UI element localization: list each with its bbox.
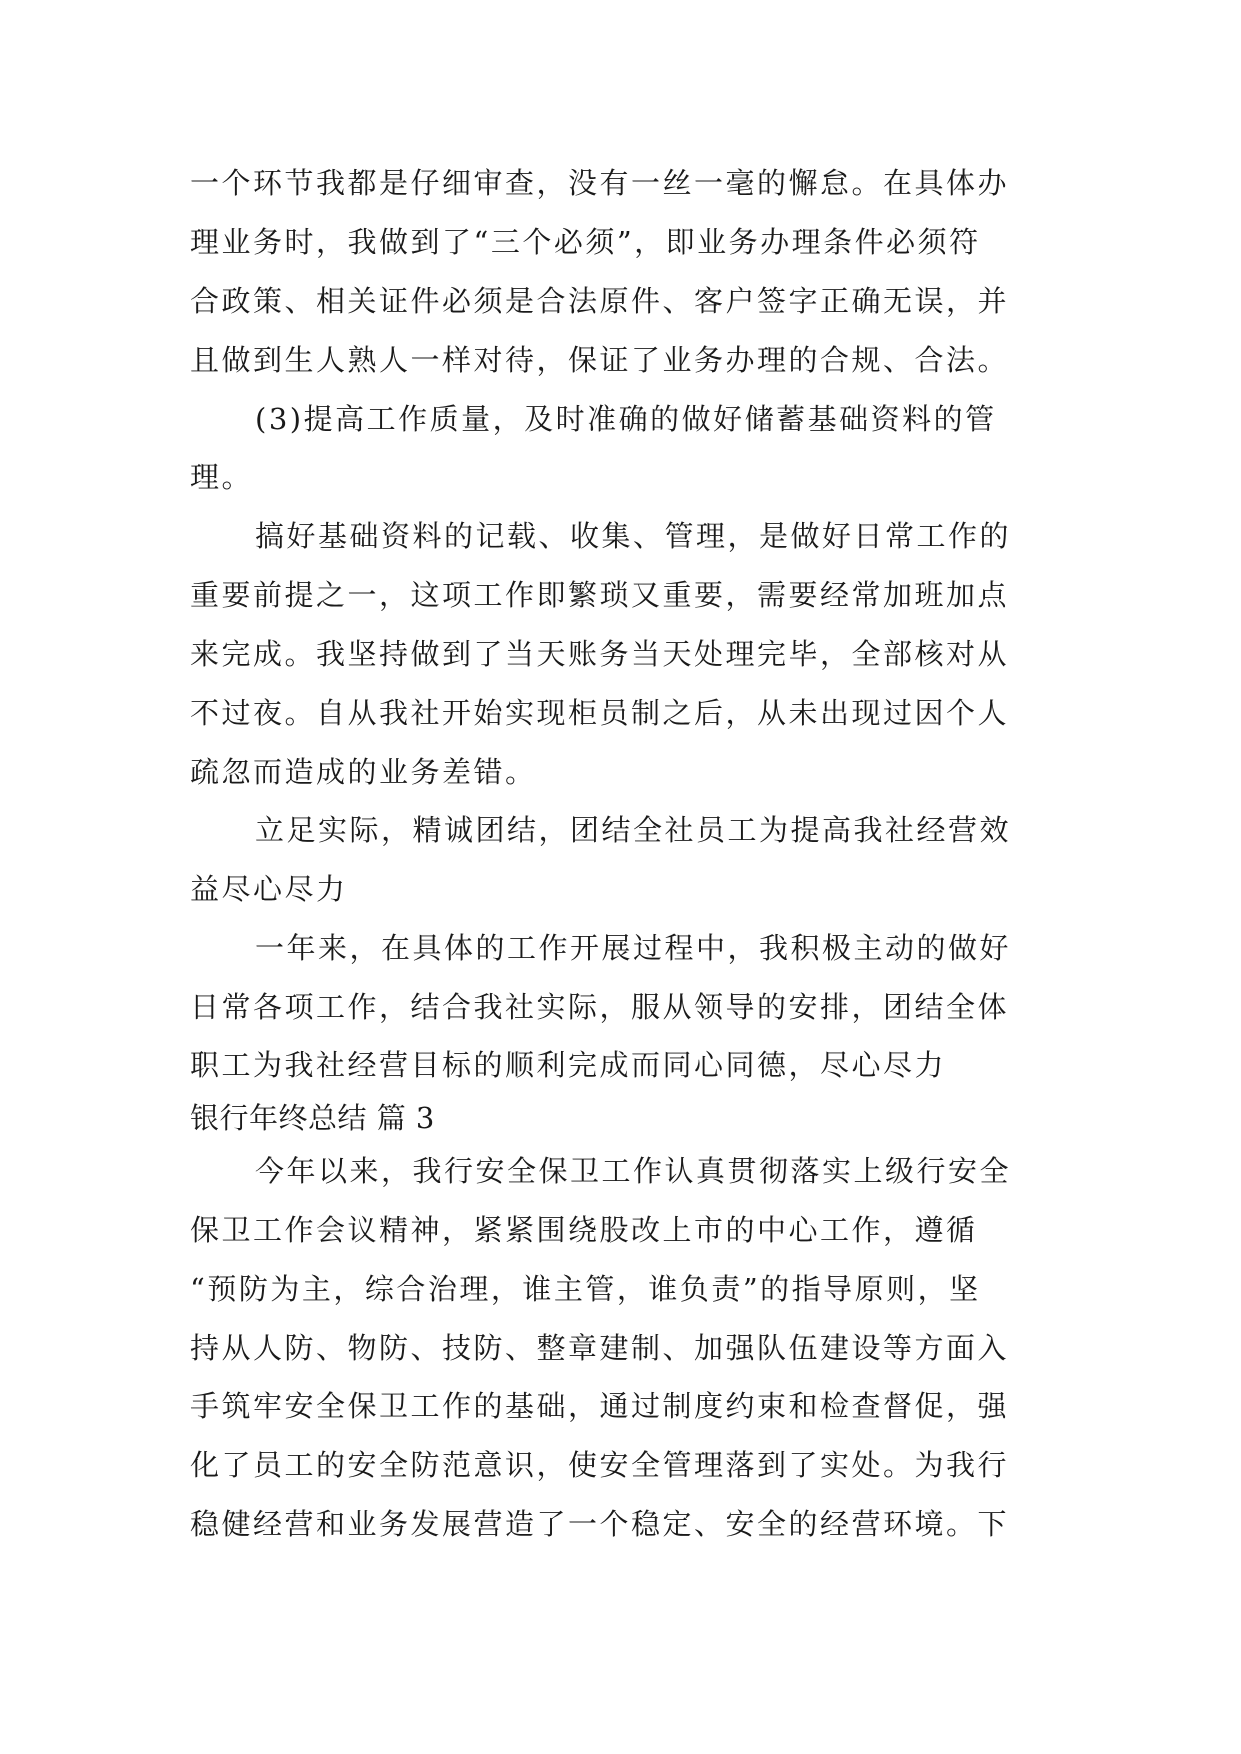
text-line-content: 一年来，在具体的工作开展过程中，我积极主动的做好: [255, 931, 1012, 965]
text-line-content: 日常各项工作，结合我社实际，服从领导的安排，团结全体: [190, 990, 1010, 1024]
text-line: [0, 1386, 1241, 1426]
text-line-content: 今年以来，我行安全保卫工作认真贯彻落实上级行安全: [255, 1154, 1012, 1188]
text-line-content: “预防为主，综合治理，谁主管，谁负责”的指导原则，坚: [190, 1272, 981, 1306]
text-line-content: 理业务时，我做到了“三个必须”，即业务办理条件必须符: [190, 225, 981, 259]
text-line-content: 职工为我社经营目标的顺利完成而同心同德，尽心尽力: [190, 1048, 947, 1082]
text-line-content: 稳健经营和业务发展营造了一个稳定、安全的经营环境。下: [190, 1507, 1010, 1541]
text-line-content: 手筑牢安全保卫工作的基础，通过制度约束和检查督促，强: [190, 1389, 1010, 1423]
text-line: [0, 516, 1241, 556]
text-line: [0, 869, 1241, 909]
text-line: [0, 752, 1241, 792]
text-line: [0, 399, 1241, 439]
text-line-content: 合政策、相关证件必须是合法原件、客户签字正确无误，并: [190, 284, 1010, 318]
text-line-content: 疏忽而造成的业务差错。: [190, 755, 537, 789]
text-line: [0, 634, 1241, 674]
text-line: [0, 810, 1241, 850]
text-line: [0, 1328, 1241, 1368]
text-line: [0, 693, 1241, 733]
text-line-content: 来完成。我坚持做到了当天账务当天处理完毕，全部核对从: [190, 637, 1010, 671]
text-line-content: (3)提高工作质量，及时准确的做好储蓄基础资料的管: [255, 402, 997, 436]
text-line: [0, 340, 1241, 380]
text-line: [0, 1045, 1241, 1085]
text-line: [0, 457, 1241, 497]
text-line: [0, 1269, 1241, 1309]
text-line-content: 保卫工作会议精神，紧紧围绕股改上市的中心工作，遵循: [190, 1213, 978, 1247]
text-line: [0, 222, 1241, 262]
text-line-content: 理。: [190, 460, 254, 494]
text-line: [0, 1504, 1241, 1544]
text-line: [0, 163, 1241, 203]
text-line: [0, 575, 1241, 615]
text-line: [0, 1151, 1241, 1191]
section-heading-text: 银行年终总结 篇 3: [190, 1101, 435, 1135]
text-line: [0, 281, 1241, 321]
text-line: [0, 987, 1241, 1027]
text-line-content: 重要前提之一，这项工作即繁琐又重要，需要经常加班加点: [190, 578, 1010, 612]
text-line: [0, 928, 1241, 968]
text-line-content: 益尽心尽力: [190, 872, 348, 906]
text-line-content: 不过夜。自从我社开始实现柜员制之后，从未出现过因个人: [190, 696, 1010, 730]
text-line-content: 持从人防、物防、技防、整章建制、加强队伍建设等方面入: [190, 1331, 1010, 1365]
text-line: [0, 1445, 1241, 1485]
text-line-content: 化了员工的安全防范意识，使安全管理落到了实处。为我行: [190, 1448, 1010, 1482]
text-line: [0, 1210, 1241, 1250]
text-line-content: 一个环节我都是仔细审查，没有一丝一毫的懈怠。在具体办: [190, 166, 1010, 200]
text-line-content: 且做到生人熟人一样对待，保证了业务办理的合规、合法。: [190, 343, 1010, 377]
text-line-content: 搞好基础资料的记载、收集、管理，是做好日常工作的: [255, 519, 1012, 553]
text-line-content: 立足实际，精诚团结，团结全社员工为提高我社经营效: [255, 813, 1012, 847]
section-heading: [0, 1098, 1241, 1138]
